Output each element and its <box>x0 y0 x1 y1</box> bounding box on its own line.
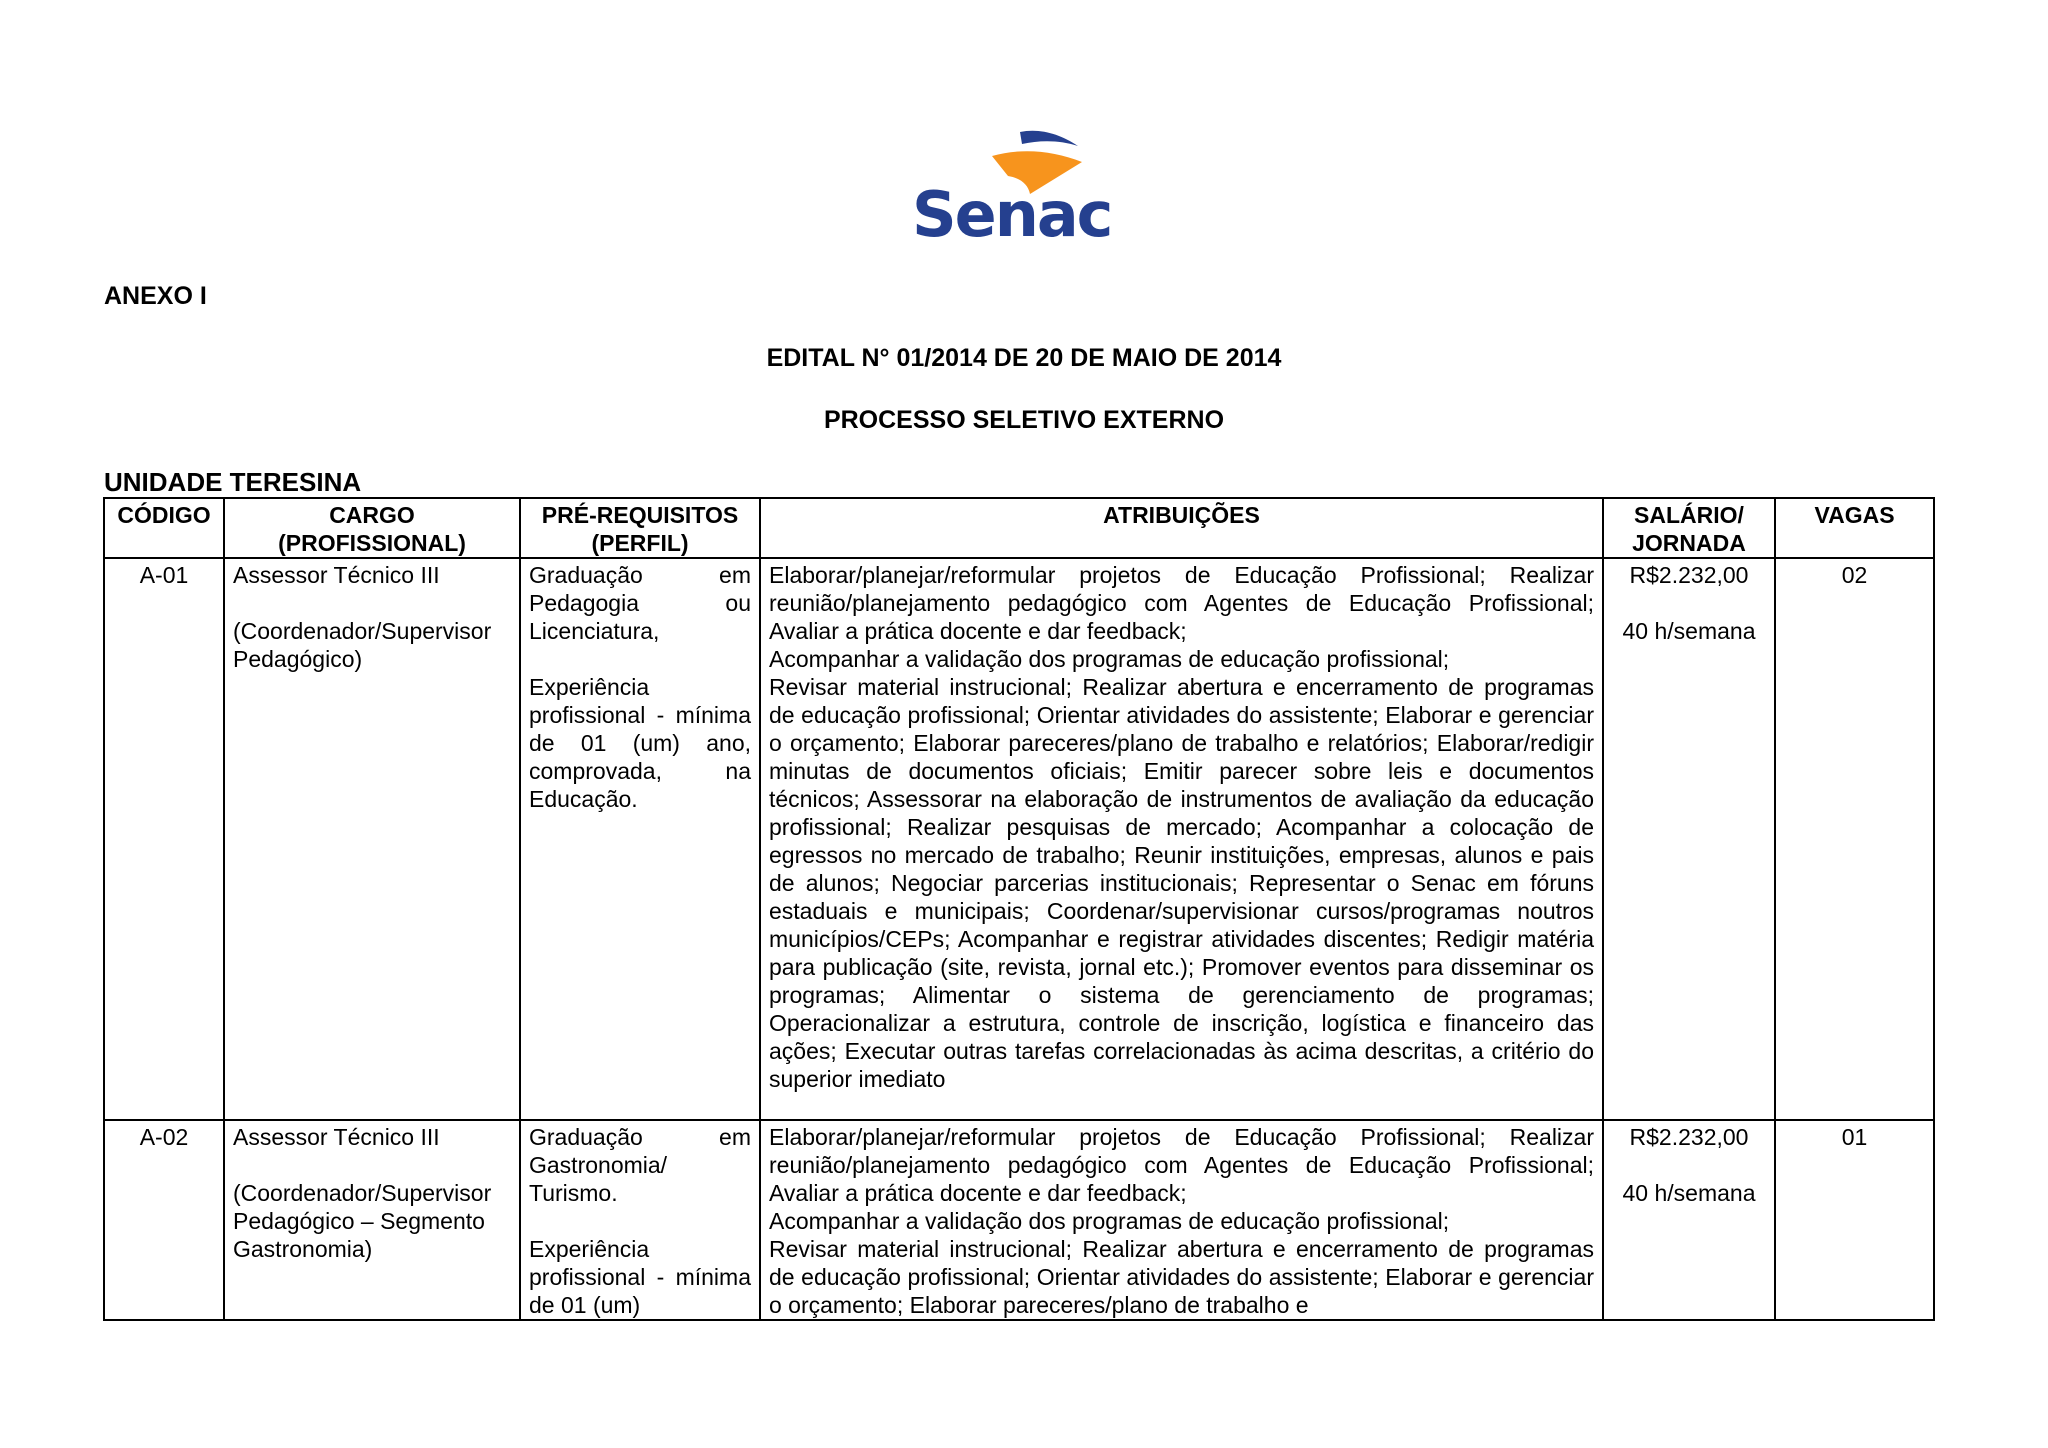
row-atribuicoes: Elaborar/planejar/reformular projetos de Educação Profissional; Realizar reunião/planejamento pedagógico com Agentes de Educação Profissional; Avaliar a prática docente e dar feedback; Acompanhar a validação dos programas de educação profissional; Revisar material instrucional; Realizar abertura e encerramento de programas de educação profissional; Orientar atividades do assistente; Elaborar e gerenciar o orçamento; Elaborar pareceres/plano de trabalho e <box>760 1120 1603 1320</box>
positions-table <box>103 497 1935 1321</box>
row-codigo: A-01 <box>104 558 224 1120</box>
row-salario: R$2.232,00 40 h/semana <box>1603 558 1775 1120</box>
unit-title: UNIDADE TERESINA <box>104 467 362 497</box>
header-codigo: CÓDIGO <box>104 498 224 558</box>
header-salario: SALÁRIO/ JORNADA <box>1603 498 1775 558</box>
row-atribuicoes: Elaborar/planejar/reformular projetos de Educação Profissional; Realizar reunião/planejamento pedagógico com Agentes de Educação Profissional; Avaliar a prática docente e dar feedback; Acompanhar a validação dos programas de educação profissional; Revisar material instrucional; Realizar abertura e encerramento de programas de educação profissional; Orientar atividades do assistente; Elaborar e gerenciar o orçamento; Elaborar pareceres/plano de trabalho e relatórios; Elaborar/redigir minutas de documentos oficiais; Emitir parecer sobre leis e documentos técnicos; Assessorar na elaboração de instrumentos de avaliação da educação profissional; Realizar pesquisas de mercado; Acompanhar a colocação de egressos no mercado de trabalho; Reunir instituições, empresas, alunos e pais de alunos; Negociar parcerias institucionais; Representar o Senac em fóruns estaduais e municipais; Coordenar/supervisionar cursos/programas noutros municípios/CEPs; Acompanhar e registrar atividades discentes; Redigir matéria para publicação (site, revista, jornal etc.); Promover eventos para disseminar os programas; Alimentar o sistema de gerenciamento de programas; Operacionalizar a estrutura, controle de inscrição, logística e financeiro das ações; Executar outras tarefas correlacionadas às acima descritas, a critério do superior imediato <box>760 558 1603 1120</box>
table-row <box>104 1120 1934 1320</box>
header-vagas: VAGAS <box>1775 498 1934 558</box>
row-cargo: Assessor Técnico III (Coordenador/Supervisor Pedagógico) <box>224 558 520 1120</box>
header-pre-requisitos: PRÉ-REQUISITOS (PERFIL) <box>520 498 760 558</box>
table-header-row <box>104 498 1934 558</box>
senac-logo <box>910 118 1115 248</box>
svg-text:Senac: Senac <box>912 178 1112 248</box>
edital-title: EDITAL N° 01/2014 DE 20 DE MAIO DE 2014 <box>766 344 1282 372</box>
row-pre-requisitos: Graduação em Pedagogia ou Licenciatura, Experiência profissional - mínima de 01 (um) ano, comprovada, na Educação. <box>520 558 760 1120</box>
header-cargo: CARGO (PROFISSIONAL) <box>224 498 520 558</box>
row-salario: R$2.232,00 40 h/semana <box>1603 1120 1775 1320</box>
row-vagas: 02 <box>1775 558 1934 1120</box>
annex-title: ANEXO I <box>104 282 207 310</box>
row-vagas: 01 <box>1775 1120 1934 1320</box>
table-row <box>104 558 1934 1120</box>
header-atribuicoes: ATRIBUIÇÕES <box>760 498 1603 558</box>
row-codigo: A-02 <box>104 1120 224 1320</box>
senac-logo-icon <box>910 118 1115 248</box>
row-cargo: Assessor Técnico III (Coordenador/Supervisor Pedagógico – Segmento Gastronomia) <box>224 1120 520 1320</box>
processo-title: PROCESSO SELETIVO EXTERNO <box>823 406 1225 434</box>
row-pre-requisitos: Graduação em Gastronomia/ Turismo. Experiência profissional - mínima de 01 (um) <box>520 1120 760 1320</box>
